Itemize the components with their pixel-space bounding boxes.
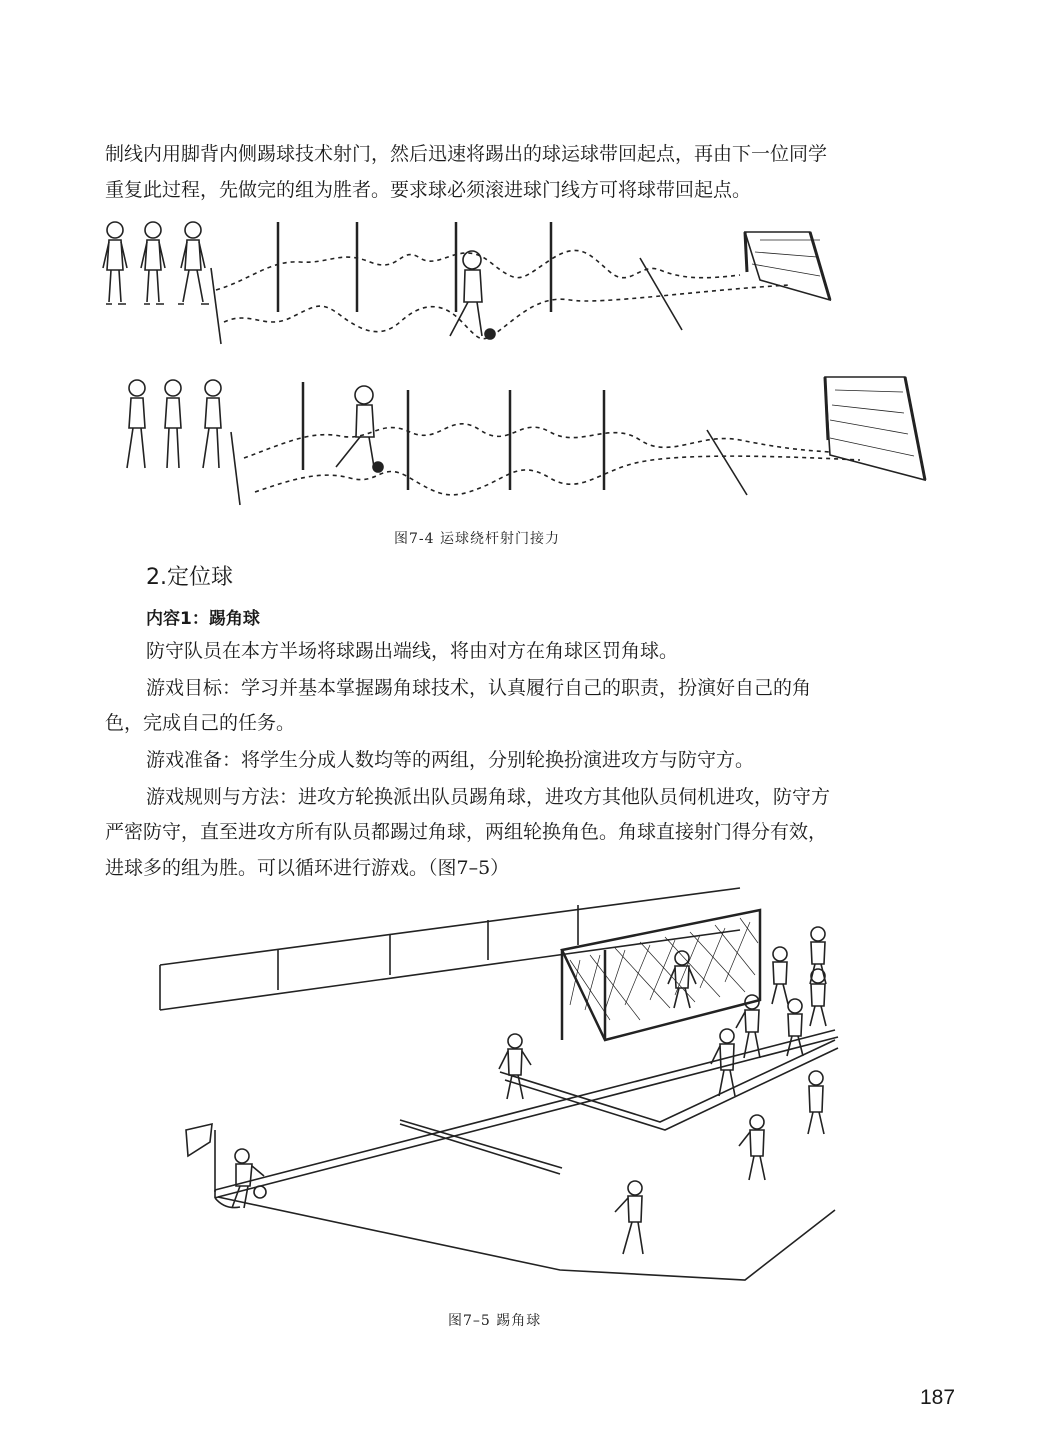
intro-line-2: 重复此过程，先做完的组为胜者。要求球必须滚进球门线方可将球带回起点。 <box>105 179 752 201</box>
subsection-title: 内容1：踢角球 <box>146 609 260 629</box>
section-title: 2.定位球 <box>146 565 233 590</box>
paragraph-1: 防守队员在本方半场将球踢出端线，将由对方在角球区罚角球。 <box>146 640 679 662</box>
pitch-lines <box>215 1030 838 1280</box>
page-number: 187 <box>920 1386 956 1409</box>
fence <box>160 888 740 1010</box>
corner-flag <box>186 1124 215 1192</box>
paragraph-4-line-3: 进球多的组为胜。可以循环进行游戏。（图7–5） <box>105 857 510 879</box>
paragraph-4-line-1: 游戏规则与方法：进攻方轮换派出队员踢角球，进攻方其他队员伺机进攻，防守方 <box>146 786 831 808</box>
goal <box>562 910 760 1040</box>
intro-line-1: 制线内用脚背内侧踢球技术射门，然后迅速将踢出的球运球带回起点，再由下一位同学 <box>105 143 828 165</box>
paragraph-4-line-2: 严密防守，直至进攻方所有队员都踢过角球，两组轮换角色。角球直接射门得分有效， <box>105 821 828 843</box>
paragraph-3: 游戏准备：将学生分成人数均等的两组，分别轮换扮演进攻方与防守方。 <box>146 749 755 771</box>
paragraph-2-line-1: 游戏目标：学习并基本掌握踢角球技术，认真履行自己的职责，扮演好自己的角 <box>146 677 812 699</box>
figure-7-4-caption: 图7-4 运球绕杆射门接力 <box>394 531 560 547</box>
players <box>232 927 826 1254</box>
paragraph-2-line-2: 色，完成自己的任务。 <box>105 712 296 734</box>
figure-7-5-caption: 图7–5 踢角球 <box>448 1313 542 1329</box>
